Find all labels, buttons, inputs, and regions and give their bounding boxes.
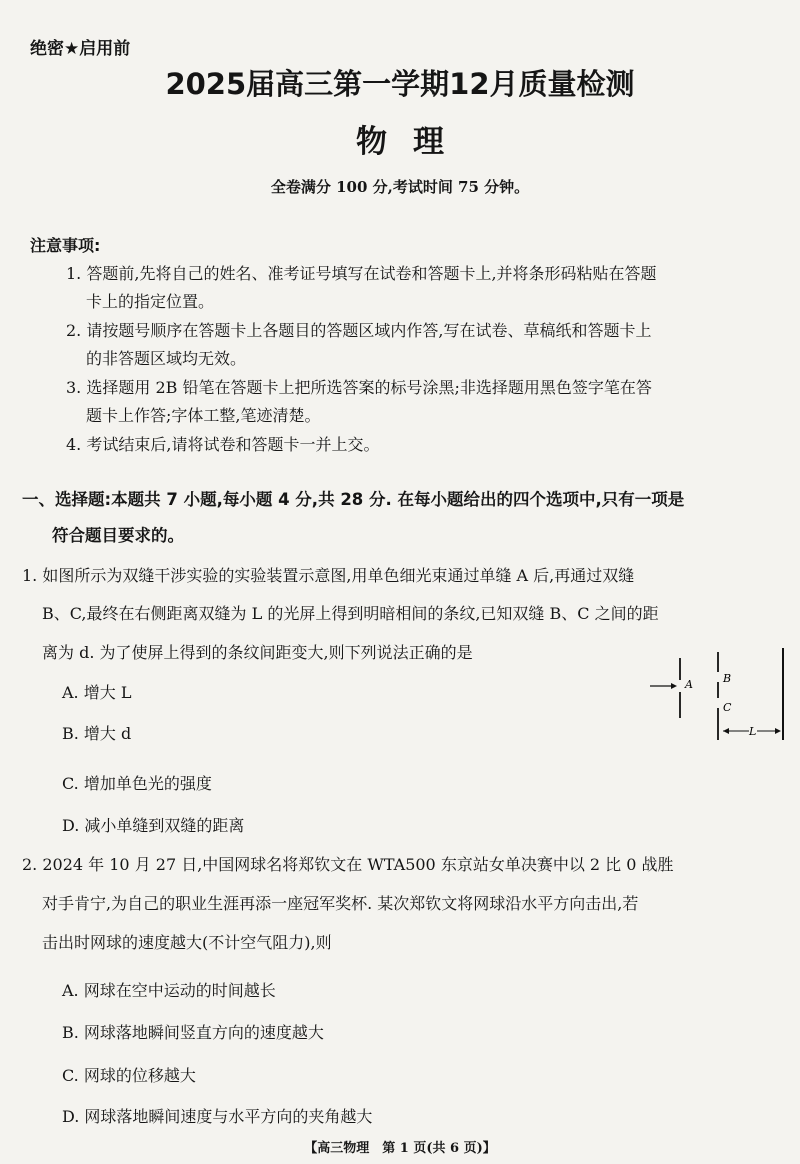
score-note: 全卷满分 100 分,考试时间 75 分钟。 bbox=[270, 178, 530, 196]
q2-option-d: D. 网球落地瞬间速度与水平方向的夹角越大 bbox=[62, 1107, 373, 1126]
confidential-mark: 绝密★启用前 bbox=[30, 39, 131, 59]
question-1-stem: 离为 d. 为了使屏上得到的条纹间距变大,则下列说法正确的是 bbox=[42, 643, 473, 662]
distance-l-label: L bbox=[749, 725, 757, 738]
section-heading-cont: 符合题目要求的。 bbox=[52, 526, 184, 545]
q2-option-a: A. 网球在空中运动的时间越长 bbox=[62, 981, 276, 1000]
question-1-stem: B、C,最终在右侧距离双缝为 L 的光屏上得到明暗相间的条纹,已知双缝 B、C 之间的距 bbox=[42, 604, 659, 623]
q2-option-b: B. 网球落地瞬间竖直方向的速度越大 bbox=[62, 1023, 324, 1042]
q2-option-c: C. 网球的位移越大 bbox=[62, 1066, 196, 1085]
slit-a-label: A bbox=[685, 678, 693, 691]
q1-option-c: C. 增加单色光的强度 bbox=[62, 774, 212, 793]
notes-line: 卡上的指定位置。 bbox=[86, 292, 215, 311]
question-2-stem: 2. 2024 年 10 月 27 日,中国网球名将郑钦文在 WTA500 东京站女单决赛中以 2 比 0 战胜 bbox=[22, 855, 674, 874]
q1-option-b: B. 增大 d bbox=[62, 724, 132, 743]
notes-heading: 注意事项: bbox=[30, 236, 101, 255]
slit-c-label: C bbox=[723, 701, 732, 714]
slit-b-label: B bbox=[723, 672, 732, 685]
notes-line: 2. 请按题号顺序在答题卡上各题目的答题区域内作答,写在试卷、草稿纸和答题卡上 bbox=[66, 321, 652, 340]
double-slit-diagram bbox=[645, 648, 795, 748]
q1-option-a: A. 增大 L bbox=[62, 683, 132, 702]
notes-line: 4. 考试结束后,请将试卷和答题卡一并上交。 bbox=[66, 435, 380, 454]
subject-title: 物理 bbox=[356, 124, 470, 160]
section-heading: 一、选择题:本题共 7 小题,每小题 4 分,共 28 分. 在每小题给出的四个选项中,只有一项是 bbox=[22, 490, 685, 509]
question-2-stem: 击出时网球的速度越大(不计空气阻力),则 bbox=[42, 933, 332, 952]
notes-line: 的非答题区域均无效。 bbox=[86, 349, 247, 368]
exam-title: 2025届高三第一学期12月质量检测 bbox=[165, 67, 635, 101]
page-footer: 【高三物理 第 1 页(共 6 页)】 bbox=[304, 1141, 496, 1156]
notes-line: 题卡上作答;字体工整,笔迹清楚。 bbox=[86, 406, 321, 425]
notes-line: 3. 选择题用 2B 铅笔在答题卡上把所选答案的标号涂黑;非选择题用黑色签字笔在答 bbox=[66, 378, 652, 397]
question-1-stem: 1. 如图所示为双缝干涉实验的实验装置示意图,用单色细光束通过单缝 A 后,再通过双缝 bbox=[22, 566, 635, 585]
notes-line: 1. 答题前,先将自己的姓名、准考证号填写在试卷和答题卡上,并将条形码粘贴在答题 bbox=[66, 264, 657, 283]
question-2-stem: 对手肯宁,为自己的职业生涯再添一座冠军奖杯. 某次郑钦文将网球沿水平方向击出,若 bbox=[42, 894, 639, 913]
q1-option-d: D. 减小单缝到双缝的距离 bbox=[62, 816, 245, 835]
